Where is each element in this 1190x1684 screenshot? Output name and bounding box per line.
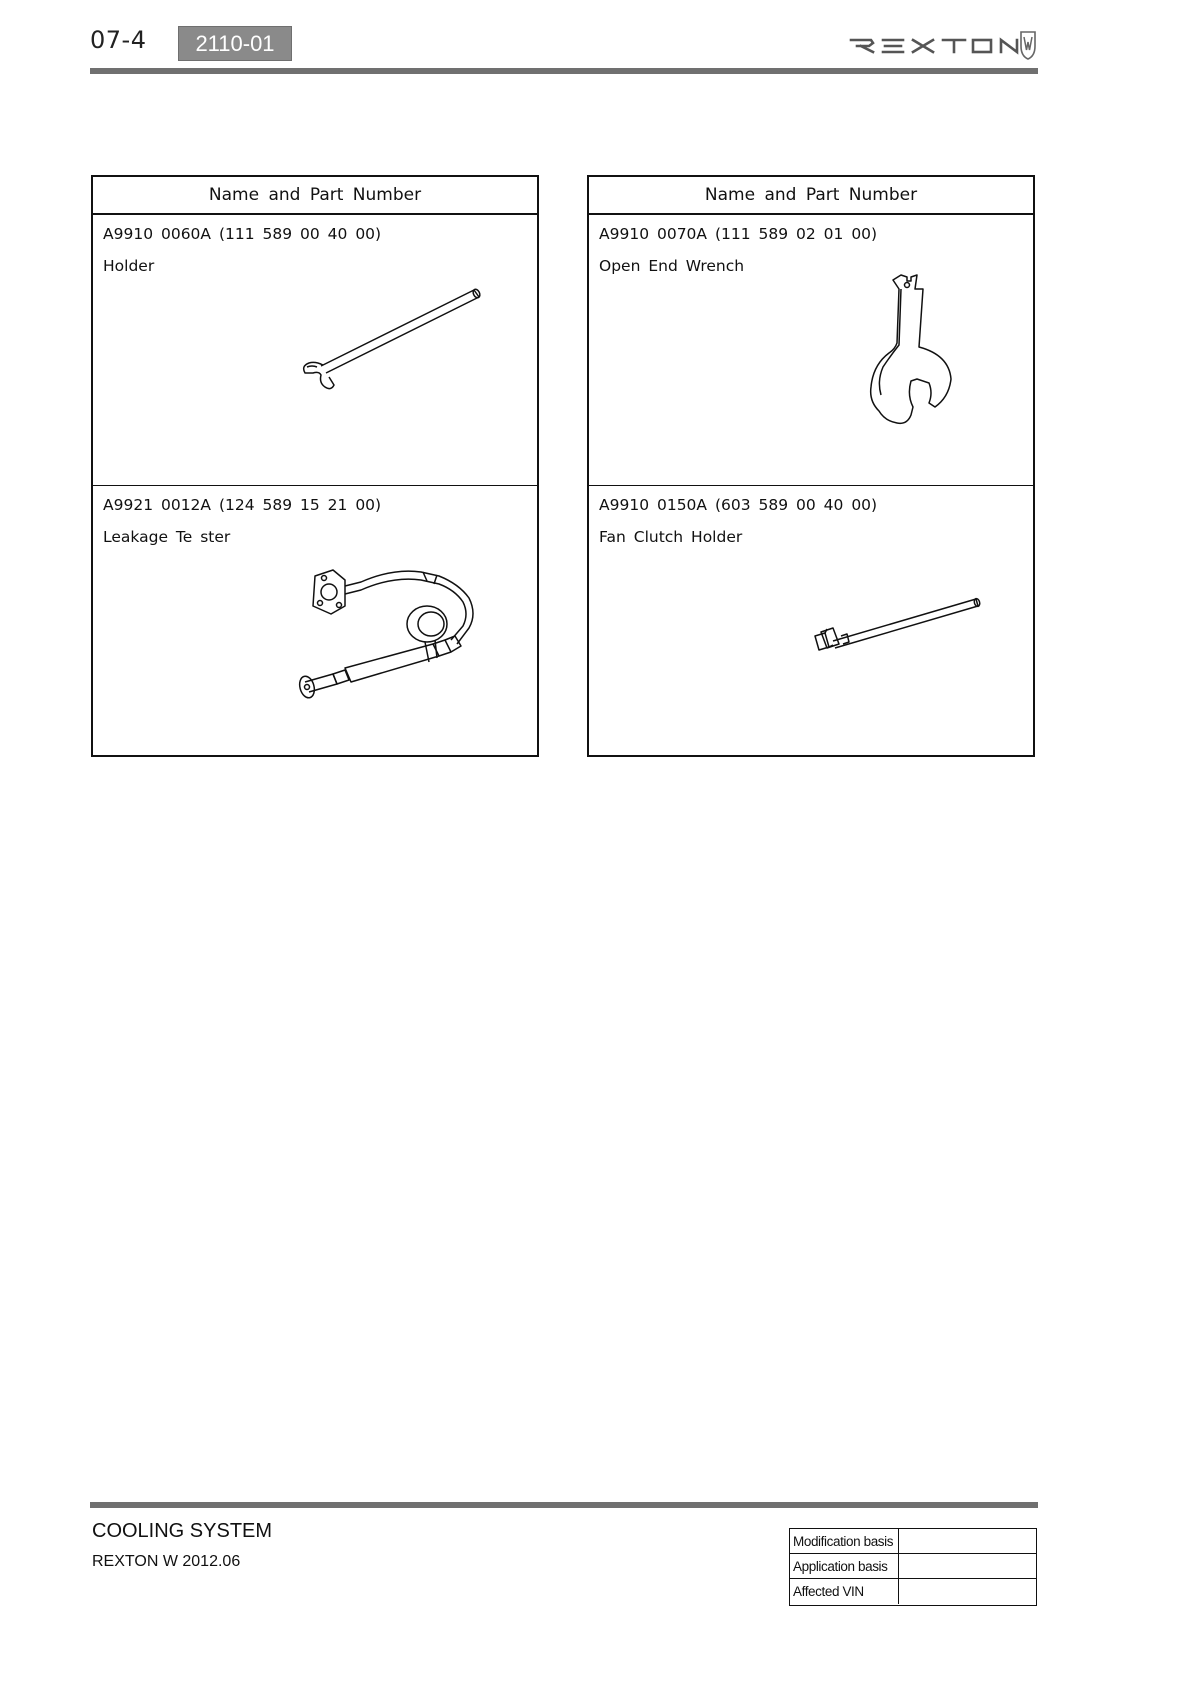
holder-icon — [93, 215, 541, 486]
part-number: A9910 0150A (603 589 00 40 00) — [599, 496, 878, 514]
section-code-badge: 2110-01 — [178, 26, 292, 61]
tool-name: Leakage Te ster — [103, 528, 231, 546]
bottom-rule — [90, 1502, 1038, 1508]
tool-name: Holder — [103, 257, 155, 275]
fan-clutch-holder-icon — [589, 486, 1037, 757]
tool-table-right — [587, 175, 1035, 757]
tool-name: Open End Wrench — [599, 257, 745, 275]
table-header: Name and Part Number — [589, 177, 1033, 215]
basis-row-affected-vin — [790, 1579, 1036, 1604]
top-rule — [90, 68, 1038, 74]
basis-label: Affected VIN — [793, 1584, 864, 1599]
footer-title: COOLING SYSTEM — [92, 1520, 273, 1542]
basis-label: Modification basis — [793, 1534, 894, 1549]
part-number: A9910 0060A (111 589 00 40 00) — [103, 225, 382, 243]
part-number: A9921 0012A (124 589 15 21 00) — [103, 496, 382, 514]
page-number: 07-4 — [90, 26, 147, 54]
tool-table-left — [91, 175, 539, 757]
basis-row-modification — [790, 1529, 1036, 1554]
footer-subtitle: REXTON W 2012.06 — [92, 1553, 241, 1570]
tool-cell-fan-clutch-holder — [589, 486, 1033, 757]
basis-table — [789, 1528, 1037, 1606]
rexton-logo-icon — [847, 28, 1037, 60]
table-header: Name and Part Number — [93, 177, 537, 215]
basis-value — [898, 1529, 1036, 1554]
open-end-wrench-icon — [589, 215, 1037, 486]
tool-cell-holder — [93, 215, 537, 486]
tool-name: Fan Clutch Holder — [599, 528, 743, 546]
basis-label: Application basis — [793, 1559, 888, 1574]
tool-cell-open-end-wrench — [589, 215, 1033, 486]
tool-cell-leakage-tester — [93, 486, 537, 757]
leakage-tester-icon — [93, 486, 541, 757]
basis-row-application — [790, 1554, 1036, 1579]
basis-value — [898, 1554, 1036, 1579]
basis-value — [898, 1579, 1036, 1604]
part-number: A9910 0070A (111 589 02 01 00) — [599, 225, 878, 243]
